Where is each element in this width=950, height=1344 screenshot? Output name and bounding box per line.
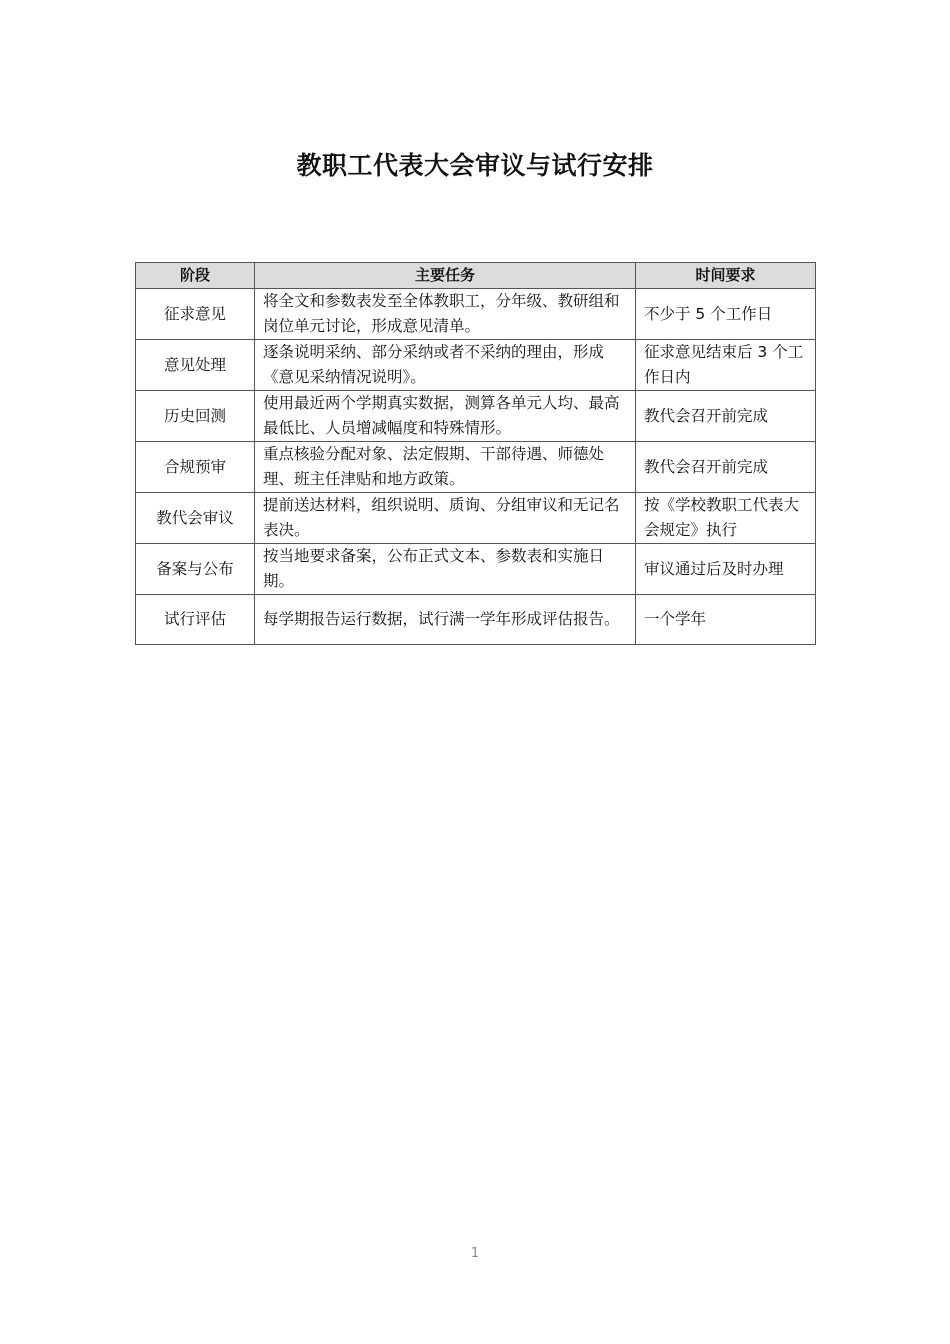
schedule-table [135,262,816,645]
stage-cell: 意见处理 [136,340,255,391]
stage-cell: 备案与公布 [136,544,255,595]
task-cell: 每学期报告运行数据，试行满一学年形成评估报告。 [255,595,636,645]
task-cell: 按当地要求备案，公布正式文本、参数表和实施日期。 [255,544,636,595]
table-header-row [136,263,816,289]
time-cell: 审议通过后及时办理 [636,544,816,595]
page-number: 1 [470,1246,480,1261]
task-cell: 使用最近两个学期真实数据，测算各单元人均、最高最低比、人员增减幅度和特殊情形。 [255,391,636,442]
table-row [136,595,816,645]
time-cell: 一个学年 [636,595,816,645]
table-row [136,544,816,595]
stage-cell: 教代会审议 [136,493,255,544]
stage-cell: 试行评估 [136,595,255,645]
time-cell: 教代会召开前完成 [636,442,816,493]
time-cell: 教代会召开前完成 [636,391,816,442]
task-cell: 重点核验分配对象、法定假期、干部待遇、师德处理、班主任津贴和地方政策。 [255,442,636,493]
header-time: 时间要求 [636,263,816,289]
table-row [136,442,816,493]
time-cell: 不少于 5 个工作日 [636,289,816,340]
task-cell: 逐条说明采纳、部分采纳或者不采纳的理由，形成《意见采纳情况说明》。 [255,340,636,391]
time-cell: 按《学校教职工代表大会规定》执行 [636,493,816,544]
table-row [136,391,816,442]
stage-cell: 合规预审 [136,442,255,493]
stage-cell: 历史回测 [136,391,255,442]
header-stage: 阶段 [136,263,255,289]
stage-cell: 征求意见 [136,289,255,340]
table-row [136,340,816,391]
header-task: 主要任务 [255,263,636,289]
task-cell: 将全文和参数表发至全体教职工，分年级、教研组和岗位单元讨论，形成意见清单。 [255,289,636,340]
table-row [136,493,816,544]
table-row [136,289,816,340]
time-cell: 征求意见结束后 3 个工作日内 [636,340,816,391]
task-cell: 提前送达材料，组织说明、质询、分组审议和无记名表决。 [255,493,636,544]
document-title: 教职工代表大会审议与试行安排 [296,151,654,180]
